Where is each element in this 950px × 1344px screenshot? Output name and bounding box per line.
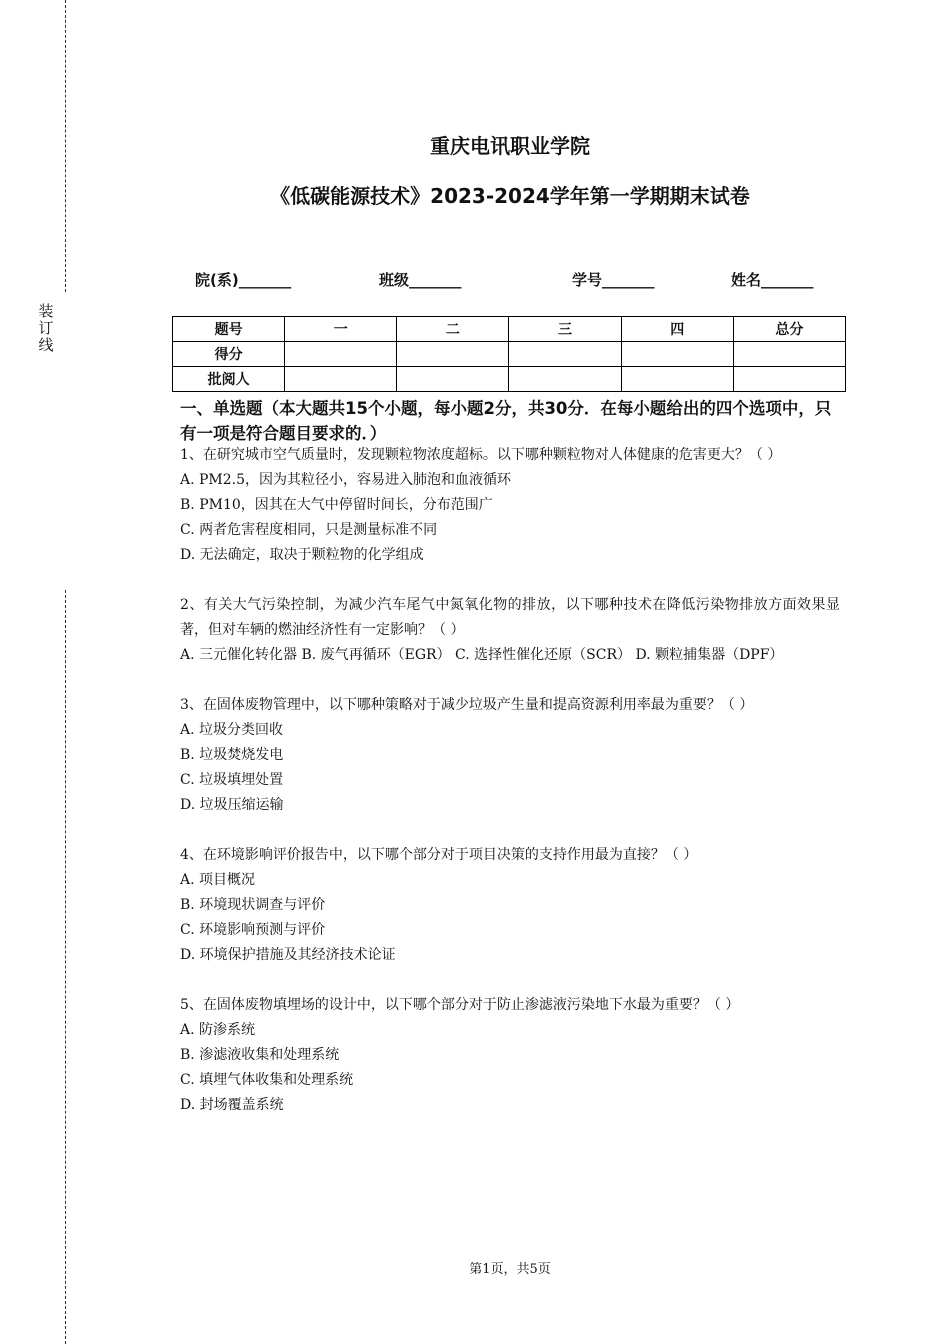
score-table: [172, 316, 846, 392]
column-header-total: 总分: [733, 317, 845, 342]
option: A. 防渗系统: [180, 1022, 256, 1038]
exam-title: 《低碳能源技术》2023-2024学年第一学期期末试卷: [270, 184, 750, 208]
grader-cell: [397, 367, 509, 392]
row-label-score: 得分: [173, 342, 285, 367]
option: D. 无法确定，取决于颗粒物的化学组成: [180, 547, 424, 563]
score-row: [173, 342, 846, 367]
question-1: [180, 443, 840, 568]
section-heading: 一、单选题（本大题共15个小题，每小题2分，共30分．在每小题给出的四个选项中，只有一项是符合题目要求的．）: [180, 399, 832, 443]
option: B. PM10，因其在大气中停留时间长，分布范围广: [180, 497, 493, 513]
question-5: [180, 993, 840, 1118]
binding-line-bottom: [65, 590, 66, 1344]
score-table-header-row: [173, 317, 846, 342]
option: D. 封场覆盖系统: [180, 1097, 284, 1113]
score-cell: [285, 342, 397, 367]
grader-cell: [733, 367, 845, 392]
option: A. 三元催化转化器 B. 废气再循环（EGR） C. 选择性催化还原（SCR） D. 颗粒捕集器（DPF）: [180, 647, 784, 663]
question-2: [180, 593, 840, 668]
column-header: 二: [397, 317, 509, 342]
option: C. 两者危害程度相同，只是测量标准不同: [180, 522, 438, 538]
row-label-question-number: 题号: [173, 317, 285, 342]
department-field: 院(系)_______: [195, 271, 292, 289]
question-list: [180, 443, 840, 1143]
question-stem: 5、在固体废物填埋场的设计中，以下哪个部分对于防止渗滤液污染地下水最为重要？（ ）: [180, 997, 740, 1013]
binding-char: 装: [38, 302, 54, 320]
option: B. 渗滤液收集和处理系统: [180, 1047, 340, 1063]
question-3: [180, 693, 840, 818]
binding-char: 订: [38, 319, 54, 337]
grader-cell: [509, 367, 621, 392]
question-stem: 2、有关大气污染控制，为减少汽车尾气中氮氧化物的排放，以下哪种技术在降低污染物排放方面效果显著，但对车辆的燃油经济性有一定影响？（ ）: [180, 597, 840, 638]
option: C. 垃圾填埋处置: [180, 772, 284, 788]
question-stem: 4、在环境影响评价报告中，以下哪个部分对于项目决策的支持作用最为直接？（ ）: [180, 847, 698, 863]
score-cell: [733, 342, 845, 367]
row-label-grader: 批阅人: [173, 367, 285, 392]
score-cell: [509, 342, 621, 367]
grader-cell: [285, 367, 397, 392]
score-cell: [621, 342, 733, 367]
binding-char: 线: [38, 336, 54, 354]
column-header: 三: [509, 317, 621, 342]
option: A. 项目概况: [180, 872, 256, 888]
question-4: [180, 843, 840, 968]
option: B. 垃圾焚烧发电: [180, 747, 284, 763]
student-id-field: 学号_______: [572, 271, 655, 289]
option: D. 环境保护措施及其经济技术论证: [180, 947, 396, 963]
option: A. 垃圾分类回收: [180, 722, 284, 738]
option: B. 环境现状调查与评价: [180, 897, 326, 913]
school-name: 重庆电讯职业学院: [430, 134, 590, 158]
option: C. 填埋气体收集和处理系统: [180, 1072, 354, 1088]
option: D. 垃圾压缩运输: [180, 797, 284, 813]
option: A. PM2.5，因为其粒径小，容易进入肺泡和血液循环: [180, 472, 512, 488]
column-header: 四: [621, 317, 733, 342]
grader-cell: [621, 367, 733, 392]
question-stem: 1、在研究城市空气质量时，发现颗粒物浓度超标。以下哪种颗粒物对人体健康的危害更大？（ ）: [180, 447, 782, 463]
column-header: 一: [285, 317, 397, 342]
option: C. 环境影响预测与评价: [180, 922, 326, 938]
question-stem: 3、在固体废物管理中，以下哪种策略对于减少垃圾产生量和提高资源利用率最为重要？（ ）: [180, 697, 754, 713]
class-field: 班级_______: [379, 271, 462, 289]
binding-label: [37, 303, 55, 354]
score-cell: [397, 342, 509, 367]
name-field: 姓名_______: [731, 271, 814, 289]
grader-row: [173, 367, 846, 392]
page-number: 第1页，共5页: [469, 1262, 551, 1277]
